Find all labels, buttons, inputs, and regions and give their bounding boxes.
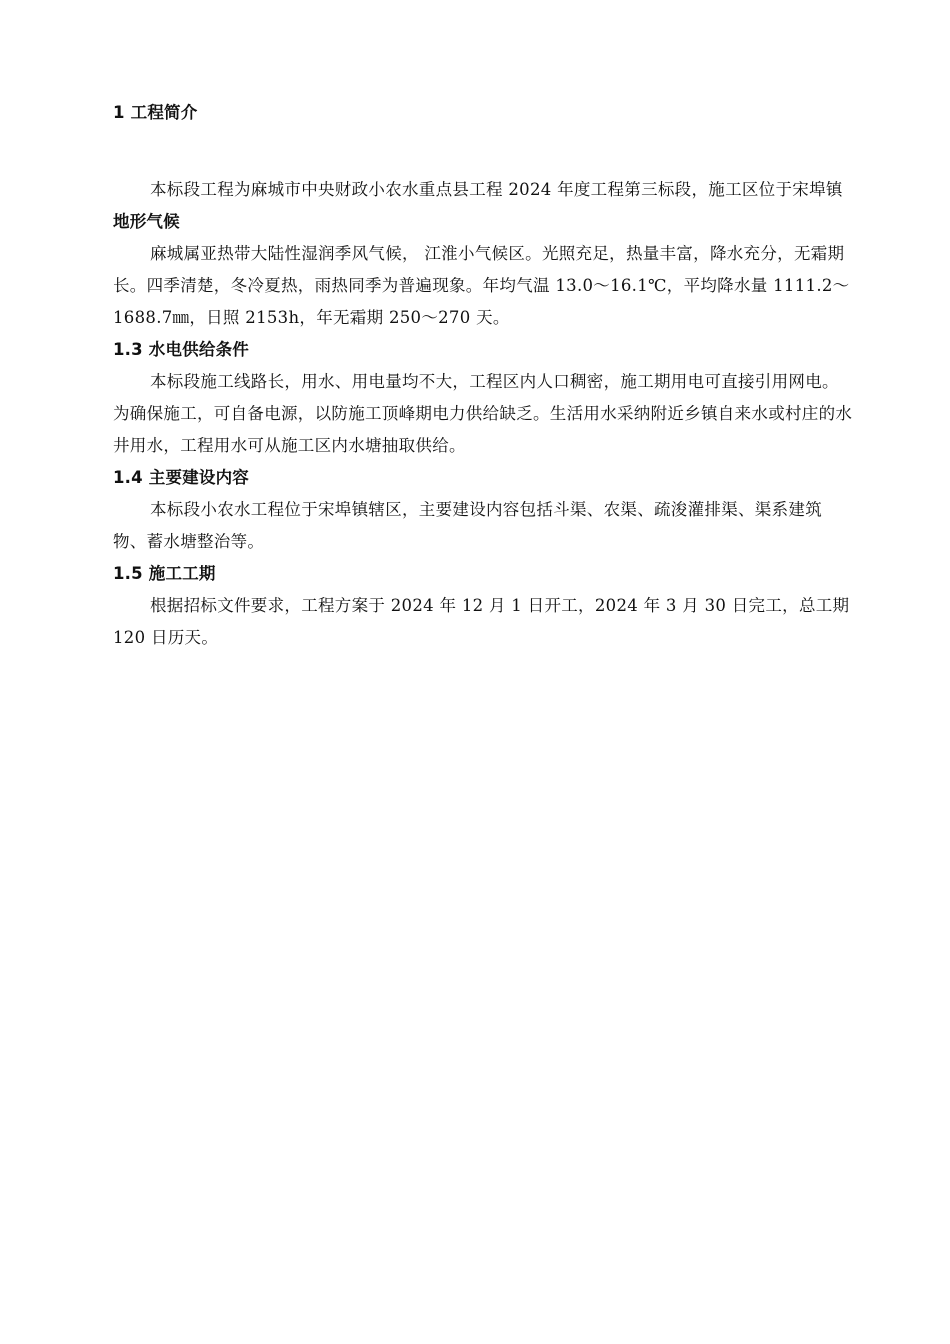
section-heading-terrain-climate: 地形气候 — [113, 212, 180, 231]
document-body — [113, 100, 853, 657]
section-heading-schedule: 1.5 施工工期 — [113, 564, 216, 583]
section-heading-overview: 1 工程简介 — [113, 103, 198, 122]
section-paragraph-water-power: 本标段施工线路长，用水、用电量均不大，工程区内人口稠密，施工期用电可直接引用网电。为确保施工，可自备电源，以防施工顶峰期电力供给缺乏。生活用水采纳附近乡镇自来水或村庄的水井用水，工程用水可从施工区内水塘抽取供给。 — [113, 372, 853, 455]
section-heading-water-power: 1.3 水电供给条件 — [113, 340, 249, 359]
section-paragraph-construction-content: 本标段小农水工程位于宋埠镇辖区，主要建设内容包括斗渠、农渠、疏浚灌排渠、渠系建筑物、蓄水塘整治等。 — [113, 500, 822, 551]
section-paragraph-overview: 本标段工程为麻城市中央财政小农水重点县工程 2024 年度工程第三标段，施工区位于宋埠镇 — [150, 180, 843, 199]
section-paragraph-schedule: 根据招标文件要求，工程方案于 2024 年 12 月 1 日开工，2024 年 3 月 30 日完工，总工期 120 日历天。 — [113, 596, 850, 647]
section-heading-construction-content: 1.4 主要建设内容 — [113, 468, 249, 487]
section-paragraph-terrain-climate: 麻城属亚热带大陆性湿润季风气候， 江淮小气候区。光照充足，热量丰富，降水充分，无霜期长。四季清楚，冬冷夏热，雨热同季为普遍现象。年均气温 13.0～16.1℃，平均降水量 1111.2～1688.7㎜，日照 2153h，年无霜期 250～270 天。 — [113, 244, 850, 327]
